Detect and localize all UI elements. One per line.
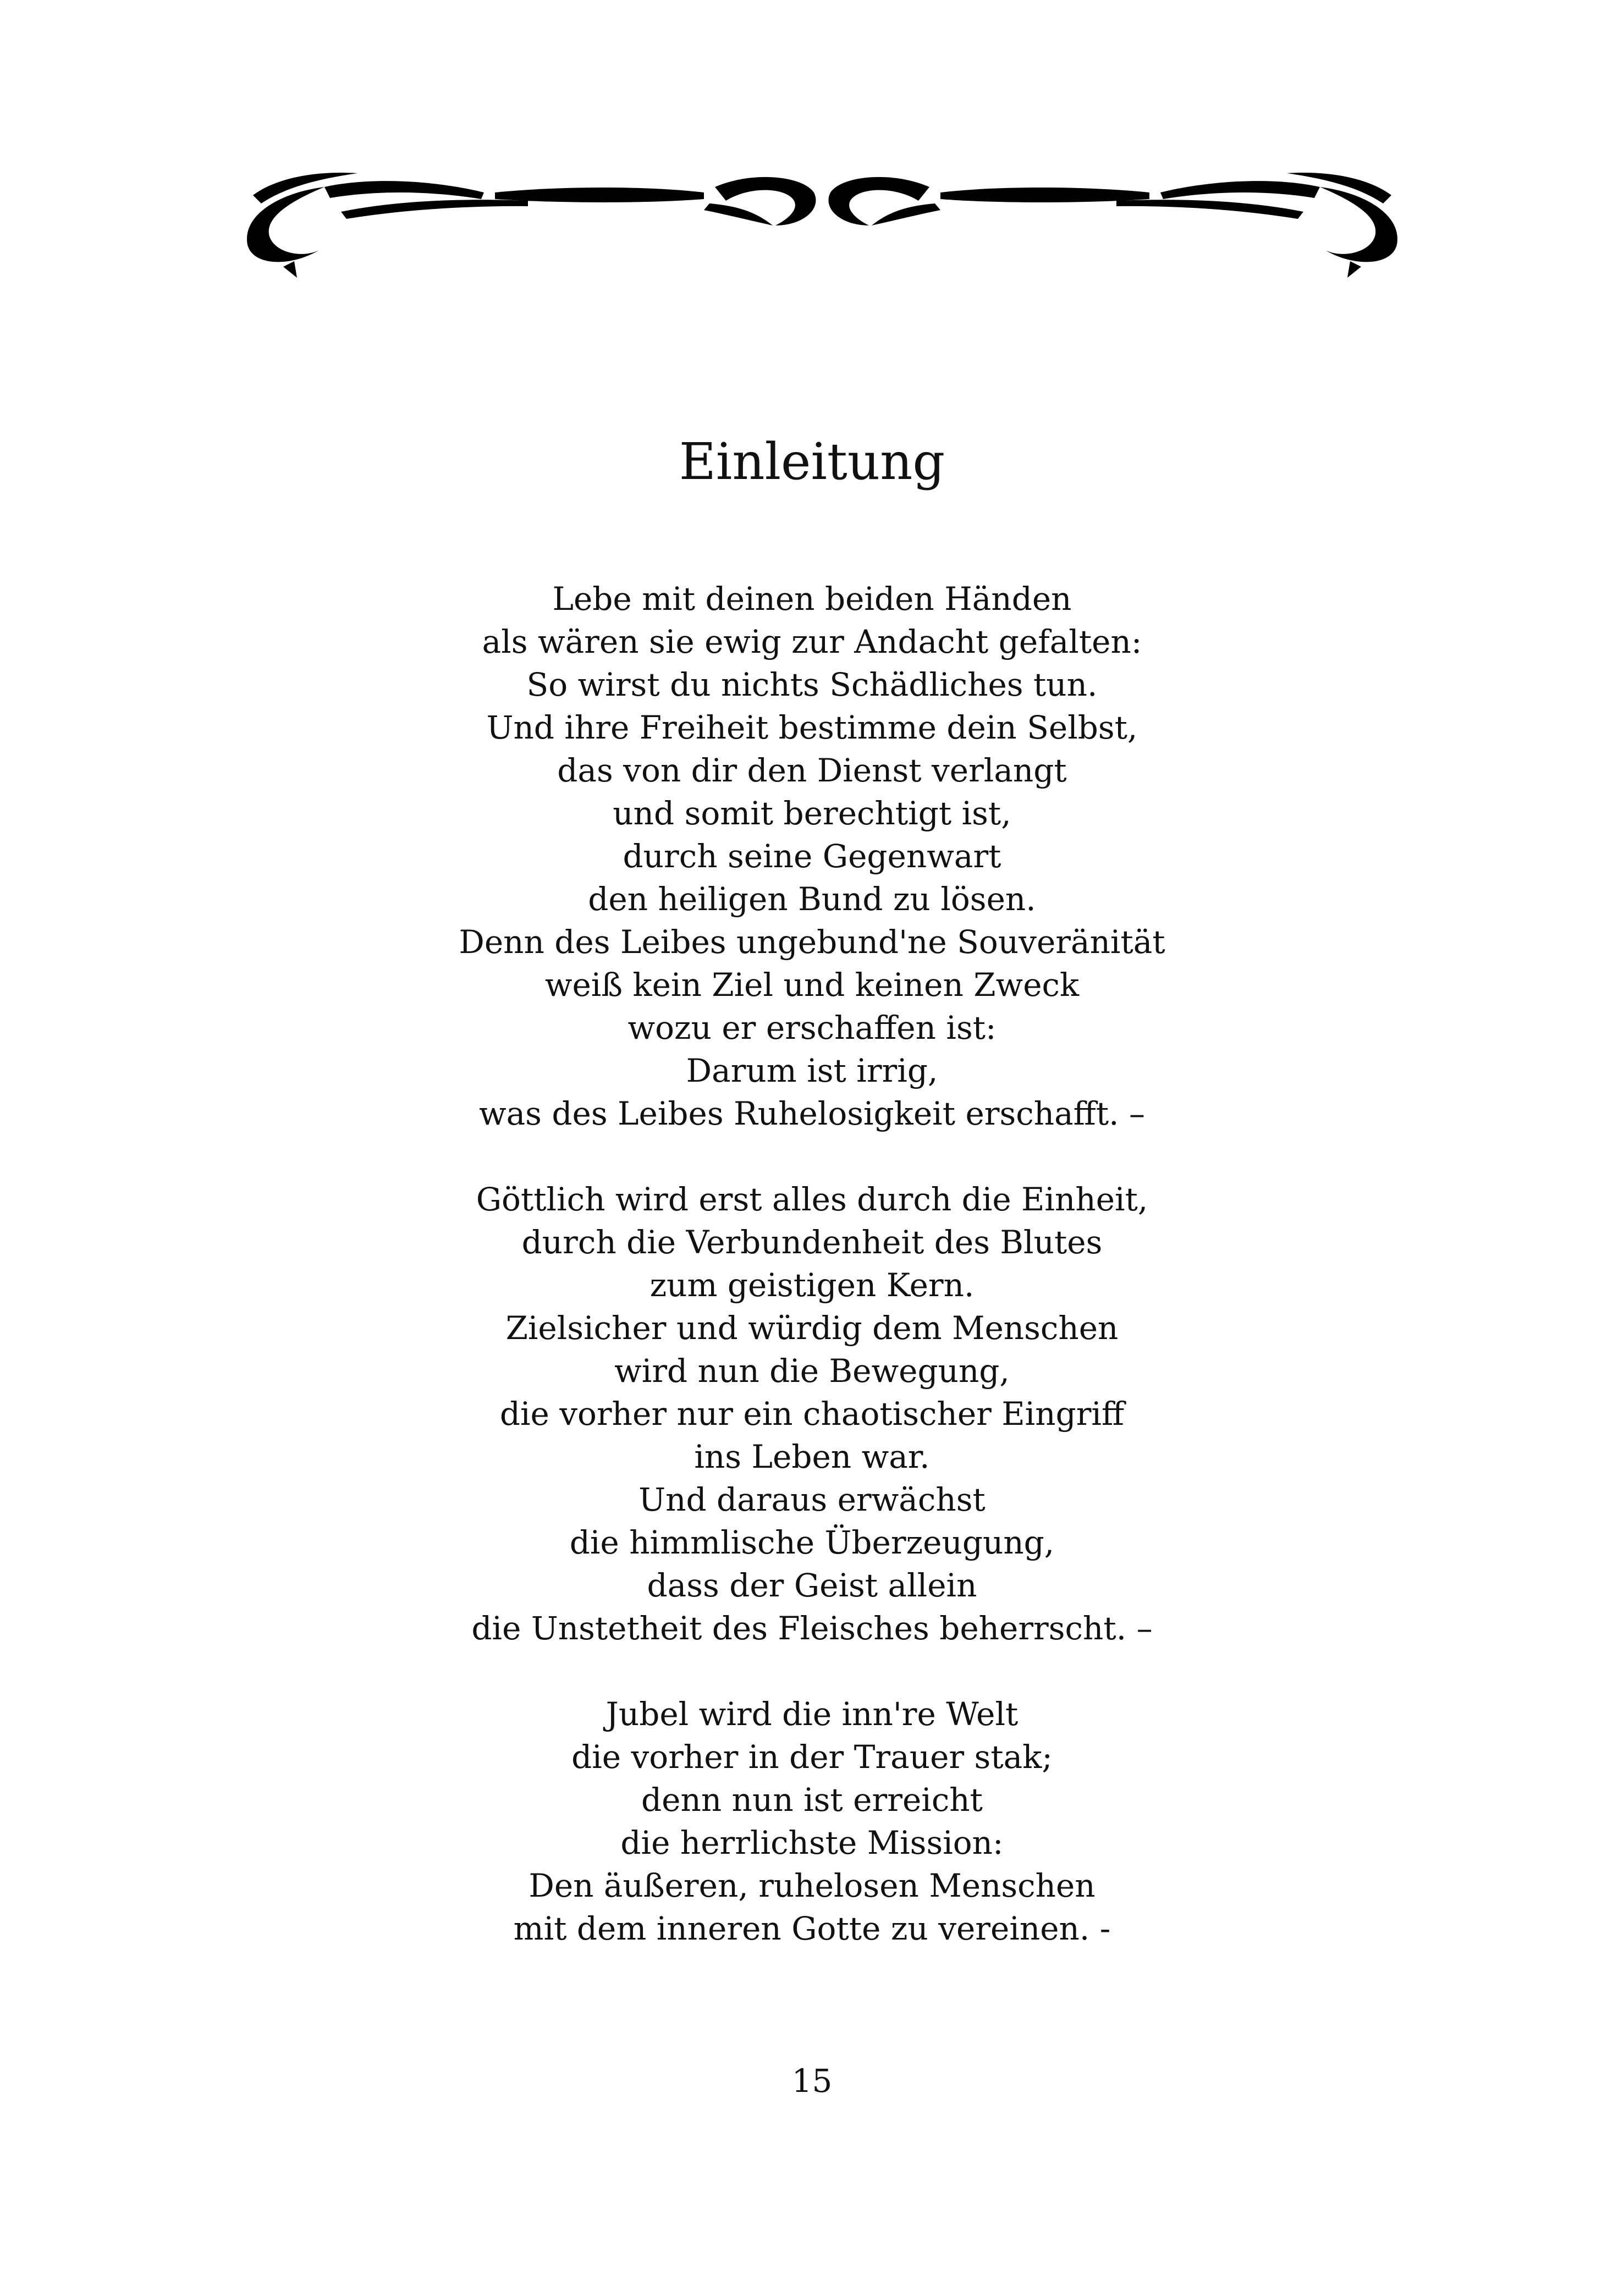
- poem-line: als wären sie ewig zur Andacht gefalten:: [482, 623, 1142, 660]
- poem-line: die vorher nur ein chaotischer Eingriff: [499, 1395, 1125, 1433]
- art-nouveau-flourish-icon: [231, 148, 1413, 291]
- poem-line: ins Leben war.: [694, 1438, 930, 1475]
- poem-line: Zielsicher und würdig dem Menschen: [505, 1309, 1119, 1347]
- poem: [0, 577, 1624, 1993]
- poem-line: mit dem inneren Gotte zu vereinen. -: [513, 1910, 1111, 1947]
- poem-line: Denn des Leibes ungebund'ne Souveränität: [459, 923, 1165, 961]
- poem-line: dass der Geist allein: [647, 1567, 977, 1604]
- poem-line: die himmlische Überzeugung,: [569, 1524, 1055, 1561]
- poem-line: denn nun ist erreicht: [641, 1781, 983, 1819]
- poem-line: durch die Verbundenheit des Blutes: [521, 1224, 1103, 1261]
- poem-line: das von dir den Dienst verlangt: [557, 752, 1067, 789]
- poem-line: So wirst du nichts Schädliches tun.: [526, 666, 1098, 703]
- poem-line: Und daraus erwächst: [638, 1481, 986, 1518]
- poem-line: die Unstetheit des Fleisches beherrscht. –: [471, 1610, 1153, 1647]
- poem-line: Darum ist irrig,: [686, 1052, 938, 1089]
- page-title: Einleitung: [679, 432, 945, 491]
- poem-line: weiß kein Ziel und keinen Zweck: [544, 966, 1080, 1004]
- poem-line: wird nun die Bewegung,: [614, 1352, 1010, 1390]
- poem-line: Jubel wird die inn're Welt: [605, 1695, 1019, 1733]
- poem-line: die vorher in der Trauer stak;: [571, 1738, 1053, 1776]
- poem-line: Göttlich wird erst alles durch die Einheit,: [476, 1181, 1148, 1218]
- poem-line: durch seine Gegenwart: [623, 838, 1001, 875]
- stanza: [0, 577, 1624, 1135]
- poem-line: Den äußeren, ruhelosen Menschen: [529, 1867, 1095, 1904]
- poem-line: die herrlichste Mission:: [620, 1824, 1004, 1861]
- poem-line: wozu er erschaffen ist:: [627, 1009, 997, 1046]
- poem-line: Lebe mit deinen beiden Händen: [552, 580, 1072, 618]
- page-number: 15: [791, 2062, 833, 2100]
- stanza: [0, 1178, 1624, 1650]
- poem-line: was des Leibes Ruhelosigkeit erschafft. –: [478, 1095, 1146, 1132]
- poem-line: zum geistigen Kern.: [649, 1266, 975, 1304]
- poem-line: und somit berechtigt ist,: [613, 795, 1011, 832]
- stanza: [0, 1693, 1624, 1950]
- poem-line: Und ihre Freiheit bestimme dein Selbst,: [486, 709, 1138, 746]
- poem-line: den heiligen Bund zu lösen.: [588, 880, 1036, 918]
